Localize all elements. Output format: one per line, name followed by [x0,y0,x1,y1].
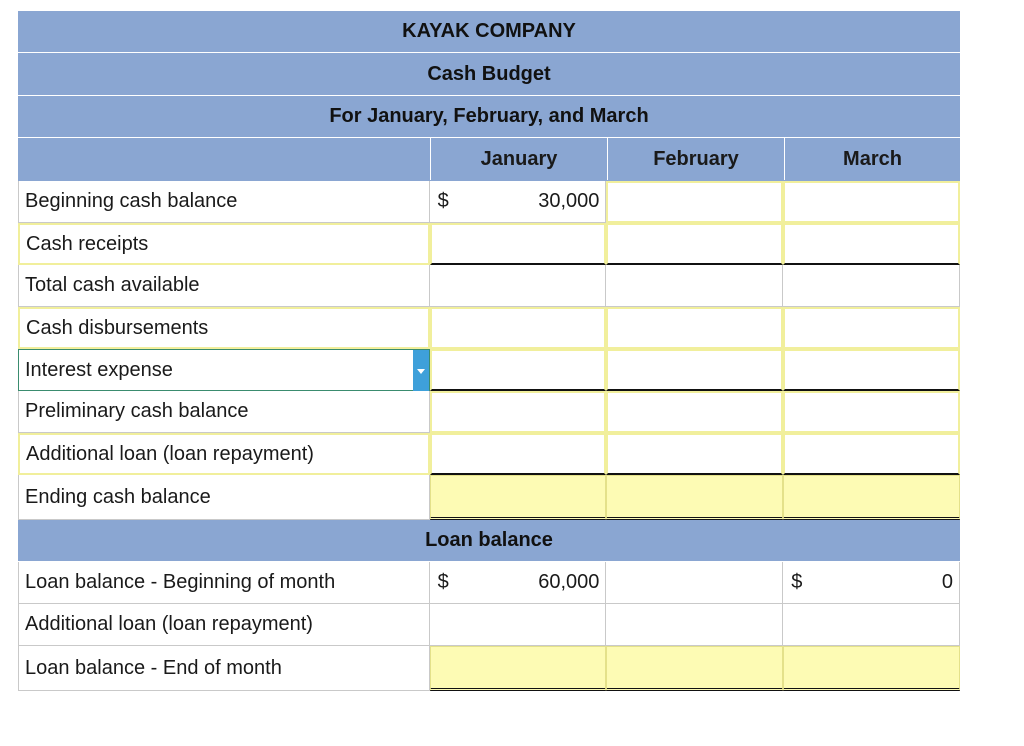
dropdown-arrow-icon[interactable] [413,350,429,392]
jan-beginning-cash [430,181,607,223]
mar-loan-beginning [783,562,960,604]
header-blank [18,138,430,180]
row-label: Additional loan (loan repayment) [18,604,430,646]
mar-interest-input[interactable] [783,349,960,391]
mar-cash-receipts-input[interactable] [783,223,960,265]
company-title: KAYAK COMPANY [18,11,960,53]
row-label[interactable]: Cash receipts [18,223,430,265]
jan-additional-loan-input[interactable] [430,433,607,475]
jan-cash-receipts-input[interactable] [430,223,607,265]
table-row [18,433,960,475]
row-label: Ending cash balance [18,475,430,520]
mar-additional-loan-input[interactable] [783,433,960,475]
table-row [18,265,960,307]
table-row [18,391,960,433]
row-label[interactable]: Cash disbursements [18,307,430,349]
currency-sign: $ [791,571,803,593]
row-label: Beginning cash balance [18,181,430,223]
table-row [18,475,960,520]
feb-total-cash-input[interactable] [606,265,783,307]
row-label: Interest expense [25,358,173,381]
jan-loan-additional-input[interactable] [430,604,607,646]
mar-ending-cash-input[interactable] [783,475,960,520]
row-label[interactable]: Additional loan (loan repayment) [18,433,430,475]
table-row [18,604,960,646]
value: 30,000 [538,190,600,212]
jan-preliminary-input[interactable] [430,391,607,433]
interest-expense-select[interactable] [18,349,430,391]
feb-cash-receipts-input[interactable] [606,223,783,265]
value: 60,000 [538,571,600,593]
loan-section-title: Loan balance [18,520,960,562]
mar-disbursements-input[interactable] [783,307,960,349]
table-row [18,223,960,265]
value: 0 [941,571,953,593]
row-label: Total cash available [18,265,430,307]
table-row [18,646,960,691]
report-title: Cash Budget [18,53,960,96]
jan-disbursements-input[interactable] [430,307,607,349]
row-label: Loan balance - End of month [18,646,430,691]
mar-total-cash-input[interactable] [783,265,960,307]
feb-preliminary-input[interactable] [606,391,783,433]
feb-beginning-cash-input[interactable] [606,181,783,223]
cash-budget-sheet [18,11,960,691]
mar-beginning-cash-input[interactable] [783,181,960,223]
row-label: Preliminary cash balance [18,391,430,433]
feb-loan-beginning-input[interactable] [606,562,783,604]
col-february: February [607,138,784,180]
table-row [18,181,960,223]
row-label: Loan balance - Beginning of month [18,562,430,604]
currency-sign: $ [437,571,449,593]
col-march: March [784,138,960,180]
mar-preliminary-input[interactable] [783,391,960,433]
jan-loan-end-input[interactable] [430,646,607,691]
col-january: January [430,138,607,180]
jan-interest-input[interactable] [430,349,607,391]
mar-loan-additional-input[interactable] [783,604,960,646]
feb-interest-input[interactable] [606,349,783,391]
feb-ending-cash-input[interactable] [606,475,783,520]
jan-ending-cash-input[interactable] [430,475,607,520]
currency-sign: $ [437,190,449,212]
feb-loan-additional-input[interactable] [606,604,783,646]
column-header-row [18,138,960,181]
table-row [18,307,960,349]
feb-loan-end-input[interactable] [606,646,783,691]
feb-additional-loan-input[interactable] [606,433,783,475]
table-row [18,562,960,604]
jan-total-cash-input[interactable] [430,265,607,307]
period-title: For January, February, and March [18,96,960,138]
jan-loan-beginning [430,562,607,604]
feb-disbursements-input[interactable] [606,307,783,349]
mar-loan-end-input[interactable] [783,646,960,691]
table-row [18,349,960,391]
